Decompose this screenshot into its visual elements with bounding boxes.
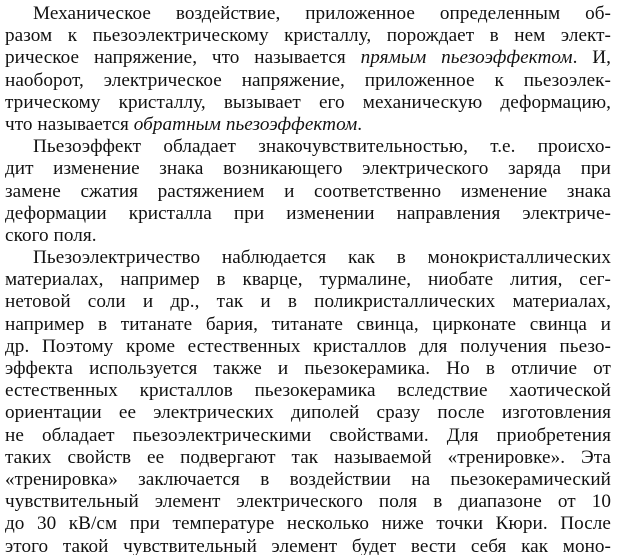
text-line (5, 25, 611, 47)
line-text-after: . (357, 113, 363, 135)
text-line (5, 447, 611, 469)
line-text: Пьезоэффект обладает знакочувствительностью, т.е. происхо- (33, 136, 611, 158)
text-line (5, 181, 611, 203)
line-text: наоборот, электрическое напряжение, приложенное к пьезоэлек- (5, 69, 611, 91)
line-text: не обладает пьезоэлектрическими свойствами. Для приобретения (5, 424, 611, 446)
text-line (5, 469, 611, 491)
line-text: Механическое воздействие, приложенное определенным об- (33, 3, 611, 24)
text-line (5, 269, 611, 291)
body-text (5, 3, 611, 555)
text-line (5, 70, 611, 92)
line-text: ориентации ее электрических диполей сразу после изготовления (5, 402, 611, 424)
text-line (5, 247, 611, 269)
text-line (5, 92, 611, 114)
line-text: замене сжатия растяжением и соответственно изменение знака (5, 180, 611, 202)
text-line (5, 314, 611, 336)
text-line (5, 47, 611, 69)
line-text: что называется (5, 113, 134, 135)
line-text: ского поля. (5, 224, 97, 246)
text-line (5, 3, 611, 25)
line-text: др. Поэтому кроме естественных кристаллов для получения пьезо- (5, 335, 611, 357)
line-text: до 30 кВ/см при температуре несколько ниже точки Кюри. После (5, 513, 611, 535)
line-text: деформации кристалла при изменении направления электриче- (5, 202, 611, 224)
line-text: трическому кристаллу, вызывает его механическую деформацию, (5, 91, 611, 113)
text-line (5, 291, 611, 313)
line-text: естественных кристаллов пьезокерамика вследствие хаотической (5, 380, 611, 402)
text-line (5, 158, 611, 180)
line-text: разом к пьезоэлектрическому кристаллу, порождает в нем элект- (5, 25, 611, 47)
text-line (5, 114, 611, 136)
line-text: например в титанате бария, титанате свинца, цирконате свинца и (5, 313, 611, 335)
line-text: таких свойств ее подвергают так называемой «тренировке». Эта (5, 446, 611, 468)
emphasized-term: обратным пьезоэффектом (133, 113, 358, 135)
line-text-after: . И, (572, 47, 612, 69)
line-text: нетовой соли и др., так и в поликристаллических материалах, (5, 291, 611, 313)
line-text: материалах, например в кварце, турмалине, ниобате лития, сег- (5, 269, 611, 291)
line-text: эффекта используется также и пьезокерамика. Но в отличие от (5, 358, 611, 379)
text-line (5, 513, 611, 535)
line-text: этого такой чувствительный элемент будет вести себя как моно- (5, 535, 611, 555)
emphasized-term: прямым пьезоэффектом (360, 47, 573, 69)
text-line (5, 203, 611, 225)
line-text: «тренировка» заключается в воздействии на пьезокерамический (5, 468, 611, 490)
text-line (5, 136, 611, 158)
text-line (5, 491, 611, 513)
text-line (5, 225, 611, 247)
line-text: чувствительный элемент электрического поля в диапазоне от 10 (5, 491, 611, 513)
line-text: дит изменение знака возникающего электрического заряда при (5, 158, 611, 180)
text-line (5, 536, 611, 555)
line-text: рическое напряжение, что называется (5, 47, 361, 69)
text-line (5, 402, 611, 424)
line-text: Пьезоэлектричество наблюдается как в монокристаллических (33, 247, 611, 269)
text-line (5, 425, 611, 447)
text-line (5, 358, 611, 380)
text-line (5, 380, 611, 402)
text-line (5, 336, 611, 358)
